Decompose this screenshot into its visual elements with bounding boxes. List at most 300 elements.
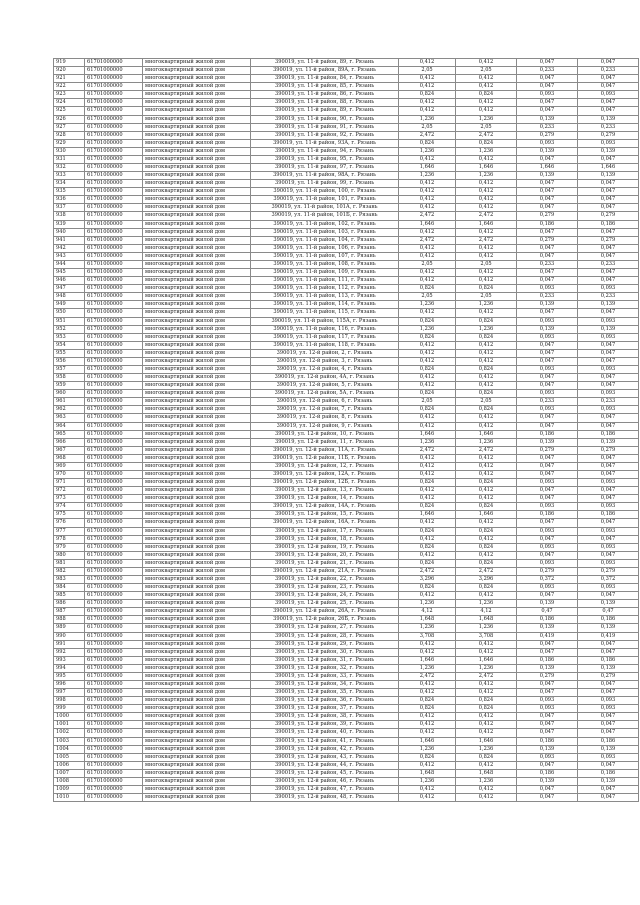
table-row bbox=[54, 608, 639, 616]
value-3-cell: 0,047 bbox=[517, 269, 578, 277]
row-number-cell: 982 bbox=[54, 567, 85, 575]
building-type-cell: многоквартирный жилой дом bbox=[143, 608, 251, 616]
row-number-cell: 936 bbox=[54, 196, 85, 204]
building-type-cell: многоквартирный жилой дом bbox=[143, 446, 251, 454]
value-4-cell: 0,186 bbox=[578, 737, 639, 745]
oktmo-code-cell: 61701000000 bbox=[85, 139, 143, 147]
address-cell: 390019, ул. 12-й район, 48, г. Рязань bbox=[251, 794, 399, 802]
address-cell: 390019, ул. 11-й район, 93А, г. Рязань bbox=[251, 139, 399, 147]
building-type-cell: многоквартирный жилой дом bbox=[143, 131, 251, 139]
value-4-cell: 0,047 bbox=[578, 422, 639, 430]
value-3-cell: 0,047 bbox=[517, 309, 578, 317]
building-type-cell: многоквартирный жилой дом bbox=[143, 689, 251, 697]
value-4-cell: 0,047 bbox=[578, 107, 639, 115]
value-1-cell: 1,646 bbox=[399, 430, 456, 438]
value-4-cell: 0,186 bbox=[578, 769, 639, 777]
oktmo-code-cell: 61701000000 bbox=[85, 374, 143, 382]
row-number-cell: 971 bbox=[54, 479, 85, 487]
row-number-cell: 948 bbox=[54, 293, 85, 301]
address-cell: 390019, ул. 11-й район, 102, г. Рязань bbox=[251, 220, 399, 228]
building-type-cell: многоквартирный жилой дом bbox=[143, 406, 251, 414]
building-type-cell: многоквартирный жилой дом bbox=[143, 470, 251, 478]
address-cell: 390019, ул. 11-й район, 116, г. Рязань bbox=[251, 325, 399, 333]
address-cell: 390019, ул. 12-й район, 2, г. Рязань bbox=[251, 349, 399, 357]
building-type-cell: многоквартирный жилой дом bbox=[143, 357, 251, 365]
oktmo-code-cell: 61701000000 bbox=[85, 721, 143, 729]
value-2-cell: 1,236 bbox=[456, 664, 517, 672]
value-3-cell: 0,047 bbox=[517, 83, 578, 91]
value-1-cell: 1,646 bbox=[399, 656, 456, 664]
value-1-cell: 0,412 bbox=[399, 188, 456, 196]
value-2-cell: 1,646 bbox=[456, 511, 517, 519]
address-cell: 390019, ул. 11-й район, 101, г. Рязань bbox=[251, 196, 399, 204]
value-4-cell: 0,047 bbox=[578, 357, 639, 365]
value-2-cell: 2,472 bbox=[456, 131, 517, 139]
value-3-cell: 0,093 bbox=[517, 406, 578, 414]
oktmo-code-cell: 61701000000 bbox=[85, 244, 143, 252]
value-3-cell: 0,093 bbox=[517, 559, 578, 567]
value-1-cell: 0,412 bbox=[399, 648, 456, 656]
value-3-cell: 1,646 bbox=[517, 164, 578, 172]
value-2-cell: 0,412 bbox=[456, 535, 517, 543]
building-type-cell: многоквартирный жилой дом bbox=[143, 511, 251, 519]
value-1-cell: 0,412 bbox=[399, 551, 456, 559]
table-row bbox=[54, 713, 639, 721]
value-1-cell: 0,824 bbox=[399, 285, 456, 293]
value-1-cell: 0,412 bbox=[399, 309, 456, 317]
table-row bbox=[54, 382, 639, 390]
value-1-cell: 0,412 bbox=[399, 470, 456, 478]
table-row bbox=[54, 67, 639, 75]
row-number-cell: 968 bbox=[54, 454, 85, 462]
value-2-cell: 0,412 bbox=[456, 794, 517, 802]
value-2-cell: 1,236 bbox=[456, 172, 517, 180]
value-3-cell: 0,093 bbox=[517, 365, 578, 373]
building-type-cell: многоквартирный жилой дом bbox=[143, 236, 251, 244]
row-number-cell: 947 bbox=[54, 285, 85, 293]
value-1-cell: 0,412 bbox=[399, 59, 456, 67]
building-type-cell: многоквартирный жилой дом bbox=[143, 656, 251, 664]
value-2-cell: 0,824 bbox=[456, 697, 517, 705]
value-3-cell: 0,186 bbox=[517, 656, 578, 664]
value-2-cell: 0,824 bbox=[456, 91, 517, 99]
value-2-cell: 2,472 bbox=[456, 236, 517, 244]
value-2-cell: 0,412 bbox=[456, 761, 517, 769]
building-type-cell: многоквартирный жилой дом bbox=[143, 228, 251, 236]
value-4-cell: 0,419 bbox=[578, 632, 639, 640]
address-cell: 390019, ул. 11-й район, 99, г. Рязань bbox=[251, 180, 399, 188]
oktmo-code-cell: 61701000000 bbox=[85, 236, 143, 244]
building-type-cell: многоквартирный жилой дом bbox=[143, 786, 251, 794]
row-number-cell: 951 bbox=[54, 317, 85, 325]
oktmo-code-cell: 61701000000 bbox=[85, 761, 143, 769]
table-row bbox=[54, 155, 639, 163]
building-type-cell: многоквартирный жилой дом bbox=[143, 584, 251, 592]
oktmo-code-cell: 61701000000 bbox=[85, 414, 143, 422]
building-type-cell: многоквартирный жилой дом bbox=[143, 567, 251, 575]
value-1-cell: 0,412 bbox=[399, 535, 456, 543]
value-3-cell: 0,233 bbox=[517, 123, 578, 131]
table-row bbox=[54, 172, 639, 180]
value-1-cell: 1,236 bbox=[399, 438, 456, 446]
value-1-cell: 4,12 bbox=[399, 608, 456, 616]
value-1-cell: 0,824 bbox=[399, 317, 456, 325]
oktmo-code-cell: 61701000000 bbox=[85, 269, 143, 277]
value-1-cell: 0,824 bbox=[399, 479, 456, 487]
value-2-cell: 0,412 bbox=[456, 470, 517, 478]
row-number-cell: 1003 bbox=[54, 737, 85, 745]
value-3-cell: 0,047 bbox=[517, 640, 578, 648]
value-1-cell: 1,236 bbox=[399, 147, 456, 155]
table-row bbox=[54, 479, 639, 487]
oktmo-code-cell: 61701000000 bbox=[85, 640, 143, 648]
row-number-cell: 969 bbox=[54, 462, 85, 470]
value-1-cell: 0,412 bbox=[399, 454, 456, 462]
address-cell: 390019, ул. 11-й район, 114, г. Рязань bbox=[251, 301, 399, 309]
table-row bbox=[54, 559, 639, 567]
table-row bbox=[54, 99, 639, 107]
row-number-cell: 987 bbox=[54, 608, 85, 616]
row-number-cell: 939 bbox=[54, 220, 85, 228]
value-1-cell: 1,236 bbox=[399, 301, 456, 309]
value-2-cell: 0,824 bbox=[456, 527, 517, 535]
value-1-cell: 0,412 bbox=[399, 721, 456, 729]
oktmo-code-cell: 61701000000 bbox=[85, 341, 143, 349]
table-row bbox=[54, 567, 639, 575]
value-3-cell: 0,186 bbox=[517, 769, 578, 777]
value-1-cell: 0,412 bbox=[399, 349, 456, 357]
address-cell: 390019, ул. 12-й район, 12Б, г. Рязань bbox=[251, 479, 399, 487]
oktmo-code-cell: 61701000000 bbox=[85, 228, 143, 236]
value-3-cell: 0,186 bbox=[517, 220, 578, 228]
table-row bbox=[54, 592, 639, 600]
value-3-cell: 0,279 bbox=[517, 131, 578, 139]
value-1-cell: 0,412 bbox=[399, 228, 456, 236]
value-3-cell: 0,047 bbox=[517, 349, 578, 357]
row-number-cell: 994 bbox=[54, 664, 85, 672]
building-type-cell: многоквартирный жилой дом bbox=[143, 244, 251, 252]
row-number-cell: 921 bbox=[54, 75, 85, 83]
oktmo-code-cell: 61701000000 bbox=[85, 260, 143, 268]
building-type-cell: многоквартирный жилой дом bbox=[143, 753, 251, 761]
building-type-cell: многоквартирный жилой дом bbox=[143, 777, 251, 785]
building-type-cell: многоквартирный жилой дом bbox=[143, 269, 251, 277]
value-4-cell: 0,093 bbox=[578, 285, 639, 293]
address-cell: 390019, ул. 12-й район, 15, г. Рязань bbox=[251, 511, 399, 519]
value-3-cell: 0,093 bbox=[517, 503, 578, 511]
oktmo-code-cell: 61701000000 bbox=[85, 584, 143, 592]
table-row bbox=[54, 769, 639, 777]
oktmo-code-cell: 61701000000 bbox=[85, 511, 143, 519]
row-number-cell: 957 bbox=[54, 365, 85, 373]
value-4-cell: 0,047 bbox=[578, 269, 639, 277]
value-4-cell: 0,279 bbox=[578, 212, 639, 220]
oktmo-code-cell: 61701000000 bbox=[85, 252, 143, 260]
table-row bbox=[54, 341, 639, 349]
value-1-cell: 1,236 bbox=[399, 777, 456, 785]
value-3-cell: 0,093 bbox=[517, 479, 578, 487]
value-3-cell: 0,047 bbox=[517, 244, 578, 252]
oktmo-code-cell: 61701000000 bbox=[85, 664, 143, 672]
address-cell: 390019, ул. 11-й район, 89, г. Рязань bbox=[251, 59, 399, 67]
value-3-cell: 0,047 bbox=[517, 794, 578, 802]
value-3-cell: 0,047 bbox=[517, 519, 578, 527]
address-cell: 390019, ул. 12-й район, 42, г. Рязань bbox=[251, 745, 399, 753]
address-cell: 390019, ул. 12-й район, 28, г. Рязань bbox=[251, 632, 399, 640]
row-number-cell: 959 bbox=[54, 382, 85, 390]
building-type-cell: многоквартирный жилой дом bbox=[143, 454, 251, 462]
table-row bbox=[54, 753, 639, 761]
value-1-cell: 0,412 bbox=[399, 204, 456, 212]
building-type-cell: многоквартирный жилой дом bbox=[143, 600, 251, 608]
building-type-cell: многоквартирный жилой дом bbox=[143, 535, 251, 543]
oktmo-code-cell: 61701000000 bbox=[85, 794, 143, 802]
building-type-cell: многоквартирный жилой дом bbox=[143, 721, 251, 729]
row-number-cell: 983 bbox=[54, 576, 85, 584]
value-1-cell: 0,824 bbox=[399, 365, 456, 373]
value-1-cell: 0,824 bbox=[399, 406, 456, 414]
building-type-cell: многоквартирный жилой дом bbox=[143, 188, 251, 196]
row-number-cell: 997 bbox=[54, 689, 85, 697]
row-number-cell: 990 bbox=[54, 632, 85, 640]
building-type-cell: многоквартирный жилой дом bbox=[143, 204, 251, 212]
building-type-cell: многоквартирный жилой дом bbox=[143, 559, 251, 567]
oktmo-code-cell: 61701000000 bbox=[85, 406, 143, 414]
table-row bbox=[54, 721, 639, 729]
oktmo-code-cell: 61701000000 bbox=[85, 713, 143, 721]
value-2-cell: 0,412 bbox=[456, 454, 517, 462]
oktmo-code-cell: 61701000000 bbox=[85, 204, 143, 212]
value-3-cell: 0,139 bbox=[517, 301, 578, 309]
building-type-cell: многоквартирный жилой дом bbox=[143, 672, 251, 680]
value-4-cell: 0,047 bbox=[578, 309, 639, 317]
building-type-cell: многоквартирный жилой дом bbox=[143, 681, 251, 689]
value-2-cell: 2,472 bbox=[456, 672, 517, 680]
address-cell: 390019, ул. 12-й район, 25, г. Рязань bbox=[251, 600, 399, 608]
value-1-cell: 2,05 bbox=[399, 293, 456, 301]
row-number-cell: 929 bbox=[54, 139, 85, 147]
row-number-cell: 931 bbox=[54, 155, 85, 163]
value-2-cell: 2,05 bbox=[456, 67, 517, 75]
value-4-cell: 0,047 bbox=[578, 470, 639, 478]
table-row bbox=[54, 640, 639, 648]
value-4-cell: 0,279 bbox=[578, 672, 639, 680]
building-type-cell: многоквартирный жилой дом bbox=[143, 414, 251, 422]
building-type-cell: многоквартирный жилой дом bbox=[143, 341, 251, 349]
address-cell: 390019, ул. 11-й район, 117, г. Рязань bbox=[251, 333, 399, 341]
oktmo-code-cell: 61701000000 bbox=[85, 495, 143, 503]
value-1-cell: 2,472 bbox=[399, 672, 456, 680]
table-row bbox=[54, 115, 639, 123]
value-3-cell: 0,093 bbox=[517, 285, 578, 293]
value-1-cell: 0,412 bbox=[399, 107, 456, 115]
value-1-cell: 0,824 bbox=[399, 753, 456, 761]
value-1-cell: 0,824 bbox=[399, 527, 456, 535]
value-1-cell: 1,236 bbox=[399, 325, 456, 333]
value-2-cell: 0,412 bbox=[456, 204, 517, 212]
table-row bbox=[54, 600, 639, 608]
value-1-cell: 0,412 bbox=[399, 244, 456, 252]
value-4-cell: 0,047 bbox=[578, 519, 639, 527]
building-type-cell: многоквартирный жилой дом bbox=[143, 309, 251, 317]
value-1-cell: 0,412 bbox=[399, 83, 456, 91]
value-2-cell: 0,824 bbox=[456, 285, 517, 293]
address-cell: 390019, ул. 12-й район, 12, г. Рязань bbox=[251, 462, 399, 470]
row-number-cell: 927 bbox=[54, 123, 85, 131]
building-type-cell: многоквартирный жилой дом bbox=[143, 487, 251, 495]
row-number-cell: 1002 bbox=[54, 729, 85, 737]
value-4-cell: 0,093 bbox=[578, 753, 639, 761]
oktmo-code-cell: 61701000000 bbox=[85, 600, 143, 608]
oktmo-code-cell: 61701000000 bbox=[85, 301, 143, 309]
row-number-cell: 976 bbox=[54, 519, 85, 527]
building-type-cell: многоквартирный жилой дом bbox=[143, 503, 251, 511]
value-1-cell: 2,472 bbox=[399, 131, 456, 139]
value-3-cell: 0,047 bbox=[517, 648, 578, 656]
value-2-cell: 1,236 bbox=[456, 301, 517, 309]
oktmo-code-cell: 61701000000 bbox=[85, 357, 143, 365]
row-number-cell: 965 bbox=[54, 430, 85, 438]
building-type-cell: многоквартирный жилой дом bbox=[143, 697, 251, 705]
value-1-cell: 0,824 bbox=[399, 91, 456, 99]
oktmo-code-cell: 61701000000 bbox=[85, 365, 143, 373]
row-number-cell: 943 bbox=[54, 252, 85, 260]
row-number-cell: 1005 bbox=[54, 753, 85, 761]
value-1-cell: 1,646 bbox=[399, 511, 456, 519]
value-4-cell: 0,093 bbox=[578, 333, 639, 341]
table-row bbox=[54, 414, 639, 422]
oktmo-code-cell: 61701000000 bbox=[85, 470, 143, 478]
value-4-cell: 0,047 bbox=[578, 188, 639, 196]
value-2-cell: 0,412 bbox=[456, 277, 517, 285]
building-type-cell: многоквартирный жилой дом bbox=[143, 123, 251, 131]
value-3-cell: 0,139 bbox=[517, 624, 578, 632]
building-type-cell: многоквартирный жилой дом bbox=[143, 252, 251, 260]
address-cell: 390019, ул. 11-й район, 95, г. Рязань bbox=[251, 155, 399, 163]
building-type-cell: многоквартирный жилой дом bbox=[143, 349, 251, 357]
table-row bbox=[54, 212, 639, 220]
table-row bbox=[54, 777, 639, 785]
value-1-cell: 0,824 bbox=[399, 705, 456, 713]
value-3-cell: 0,047 bbox=[517, 487, 578, 495]
value-3-cell: 0,047 bbox=[517, 681, 578, 689]
value-4-cell: 0,093 bbox=[578, 705, 639, 713]
value-3-cell: 0,139 bbox=[517, 172, 578, 180]
oktmo-code-cell: 61701000000 bbox=[85, 737, 143, 745]
building-type-cell: многоквартирный жилой дом bbox=[143, 374, 251, 382]
row-number-cell: 979 bbox=[54, 543, 85, 551]
building-type-cell: многоквартирный жилой дом bbox=[143, 260, 251, 268]
value-3-cell: 0,279 bbox=[517, 446, 578, 454]
row-number-cell: 970 bbox=[54, 470, 85, 478]
value-2-cell: 1,646 bbox=[456, 737, 517, 745]
oktmo-code-cell: 61701000000 bbox=[85, 446, 143, 454]
address-cell: 390019, ул. 12-й район, 21А, г. Рязань bbox=[251, 567, 399, 575]
building-type-cell: многоквартирный жилой дом bbox=[143, 99, 251, 107]
building-type-cell: многоквартирный жилой дом bbox=[143, 180, 251, 188]
value-3-cell: 0,047 bbox=[517, 761, 578, 769]
value-4-cell: 0,047 bbox=[578, 244, 639, 252]
value-1-cell: 0,824 bbox=[399, 559, 456, 567]
address-cell: 390019, ул. 12-й район, 32, г. Рязань bbox=[251, 664, 399, 672]
value-2-cell: 1,648 bbox=[456, 616, 517, 624]
value-1-cell: 0,412 bbox=[399, 713, 456, 721]
value-1-cell: 0,412 bbox=[399, 519, 456, 527]
value-1-cell: 2,472 bbox=[399, 446, 456, 454]
oktmo-code-cell: 61701000000 bbox=[85, 349, 143, 357]
value-4-cell: 0,047 bbox=[578, 349, 639, 357]
oktmo-code-cell: 61701000000 bbox=[85, 769, 143, 777]
oktmo-code-cell: 61701000000 bbox=[85, 503, 143, 511]
row-number-cell: 1004 bbox=[54, 745, 85, 753]
value-3-cell: 0,233 bbox=[517, 293, 578, 301]
table-row bbox=[54, 374, 639, 382]
address-cell: 390019, ул. 11-й район, 86, г. Рязань bbox=[251, 91, 399, 99]
value-4-cell: 0,093 bbox=[578, 503, 639, 511]
value-4-cell: 0,047 bbox=[578, 721, 639, 729]
value-4-cell: 0,139 bbox=[578, 745, 639, 753]
value-3-cell: 0,093 bbox=[517, 91, 578, 99]
row-number-cell: 1001 bbox=[54, 721, 85, 729]
table-row bbox=[54, 349, 639, 357]
row-number-cell: 941 bbox=[54, 236, 85, 244]
value-4-cell: 0,047 bbox=[578, 713, 639, 721]
value-3-cell: 0,093 bbox=[517, 333, 578, 341]
value-2-cell: 0,412 bbox=[456, 244, 517, 252]
table-row bbox=[54, 430, 639, 438]
row-number-cell: 946 bbox=[54, 277, 85, 285]
value-4-cell: 0,047 bbox=[578, 761, 639, 769]
value-1-cell: 0,412 bbox=[399, 414, 456, 422]
table-row bbox=[54, 616, 639, 624]
table-row bbox=[54, 689, 639, 697]
address-cell: 390019, ул. 12-й район, 14, г. Рязань bbox=[251, 495, 399, 503]
building-type-cell: многоквартирный жилой дом bbox=[143, 519, 251, 527]
table-row bbox=[54, 656, 639, 664]
row-number-cell: 920 bbox=[54, 67, 85, 75]
value-1-cell: 0,412 bbox=[399, 382, 456, 390]
table-row bbox=[54, 495, 639, 503]
row-number-cell: 952 bbox=[54, 325, 85, 333]
table-row bbox=[54, 59, 639, 67]
oktmo-code-cell: 61701000000 bbox=[85, 99, 143, 107]
value-4-cell: 0,047 bbox=[578, 99, 639, 107]
value-2-cell: 0,412 bbox=[456, 309, 517, 317]
building-type-cell: многоквартирный жилой дом bbox=[143, 301, 251, 309]
address-cell: 390019, ул. 11-й район, 88, г. Рязань bbox=[251, 99, 399, 107]
oktmo-code-cell: 61701000000 bbox=[85, 75, 143, 83]
oktmo-code-cell: 61701000000 bbox=[85, 333, 143, 341]
oktmo-code-cell: 61701000000 bbox=[85, 592, 143, 600]
building-type-cell: многоквартирный жилой дом bbox=[143, 422, 251, 430]
table-row bbox=[54, 761, 639, 769]
value-4-cell: 0,093 bbox=[578, 479, 639, 487]
value-3-cell: 0,139 bbox=[517, 777, 578, 785]
row-number-cell: 919 bbox=[54, 59, 85, 67]
address-cell: 390019, ул. 11-й район, 89, г. Рязань bbox=[251, 107, 399, 115]
value-4-cell: 0,279 bbox=[578, 446, 639, 454]
value-2-cell: 0,412 bbox=[456, 341, 517, 349]
table-row bbox=[54, 317, 639, 325]
value-4-cell: 0,047 bbox=[578, 196, 639, 204]
address-cell: 390019, ул. 11-й район, 100, г. Рязань bbox=[251, 188, 399, 196]
table-row bbox=[54, 576, 639, 584]
address-cell: 390019, ул. 12-й район, 21, г. Рязань bbox=[251, 559, 399, 567]
value-4-cell: 0,233 bbox=[578, 123, 639, 131]
value-4-cell: 0,047 bbox=[578, 535, 639, 543]
value-2-cell: 2,05 bbox=[456, 260, 517, 268]
value-2-cell: 0,412 bbox=[456, 721, 517, 729]
